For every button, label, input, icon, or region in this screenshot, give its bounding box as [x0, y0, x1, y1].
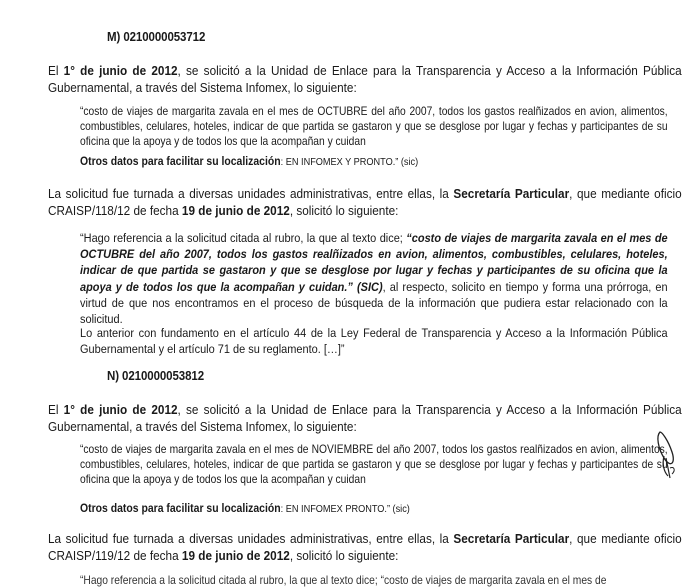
section-m-turn: La solicitud fue turnada a diversas unidades administrativas, entre ellas, la Secretaría Particular, que mediante oficio CRAISP/118/12 de fecha 19 de junio de 2012, solicitó lo siguiente:	[48, 186, 682, 218]
section-n-intro: El 1° de junio de 2012, se solicitó a la Unidad de Enlace para la Transparencia y Acceso a la Información Pública Gubernamental, a través del Sistema Infomex, lo siguiente:	[48, 402, 682, 434]
section-m-intro: El 1° de junio de 2012, se solicitó a la Unidad de Enlace para la Transparencia y Acceso a la Información Pública Gubernamental, a través del Sistema Infomex, lo siguiente:	[48, 63, 682, 95]
quoted-request: “costo de viajes de margarita zavala en el mes de OCTUBRE del año 2007, todos los gastos realñizados en avion, alimentos, combustibles, celulares, hoteles, indicar de que partida se gastaron y que se desglose por lugar y fechas y participantes de su oficina que la apoya y de todos los que la acompañan y cuidan.” (SIC)	[80, 231, 668, 294]
section-heading-m: M) 0210000053712	[107, 30, 206, 44]
unit-name: Secretaría Particular	[453, 531, 570, 546]
oficio-date: 19 de junio de 2012	[181, 203, 290, 218]
section-m-response: “Hago referencia a la solicitud citada al rubro, la que al texto dice; “costo de viajes de margarita zavala en el mes de OCTUBRE del año 2007, todos los gastos realñizados en avion, alimentos, combustibles, celulares, hoteles, indicar de que partida se gastaron y que se desglose por lugar y fechas y participantes de su oficina que la apoya y de todos los que la acompañan y cuidan.” (SIC), al respecto, solicito en tiempo y forma una prórroga, en virtud de que nos encontramos en el proceso de búsqueda de la información que pudiera estar relacionado con la solicitud.	[80, 231, 668, 327]
section-n-response-cutoff: “Hago referencia a la solicitud citada al rubro, la que al texto dice; “costo de viajes de margarita zavala en el mes de	[80, 574, 607, 587]
request-date: 1° de junio de 2012	[63, 63, 178, 78]
request-date: 1° de junio de 2012	[63, 402, 178, 417]
section-heading-n: N) 0210000053812	[107, 369, 205, 383]
section-n-other-data: Otros datos para facilitar su localización: EN INFOMEX PRONTO.” (sic)	[80, 502, 410, 515]
section-m-request-quote: “costo de viajes de margarita zavala en el mes de OCTUBRE del año 2007, todos los gastos realñizados en avion, alimentos, combustibles, celulares, hoteles, indicar de que partida se gastaron y que se desglose por lugar y fechas y participantes de su oficina que la apoya y de todos los que la acompañan y cuidan	[80, 105, 668, 148]
section-m-legal-basis: Lo anterior con fundamento en el artículo 44 de la Ley Federal de Transparencia y Acceso a la Información Pública Gubernamental y el artículo 71 de su reglamento. […]”	[80, 326, 668, 357]
signature-initials-icon	[652, 428, 680, 484]
oficio-date: 19 de junio de 2012	[181, 548, 290, 563]
unit-name: Secretaría Particular	[453, 186, 570, 201]
section-m-other-data: Otros datos para facilitar su localización: EN INFOMEX Y PRONTO.” (sic)	[80, 155, 419, 168]
section-n-request-quote: “costo de viajes de margarita zavala en el mes de NOVIEMBRE del año 2007, todos los gastos realñizados en avion, alimentos, combustibles, celulares, hoteles, indicar de que partida se gastaron y que se desglose por lugar y fechas y participantes de su oficina que la apoya y de todos los que la acompañan y cuidan	[80, 443, 668, 486]
section-n-turn: La solicitud fue turnada a diversas unidades administrativas, entre ellas, la Secretaría Particular, que mediante oficio CRAISP/119/12 de fecha 19 de junio de 2012, solicitó lo siguiente:	[48, 531, 682, 563]
